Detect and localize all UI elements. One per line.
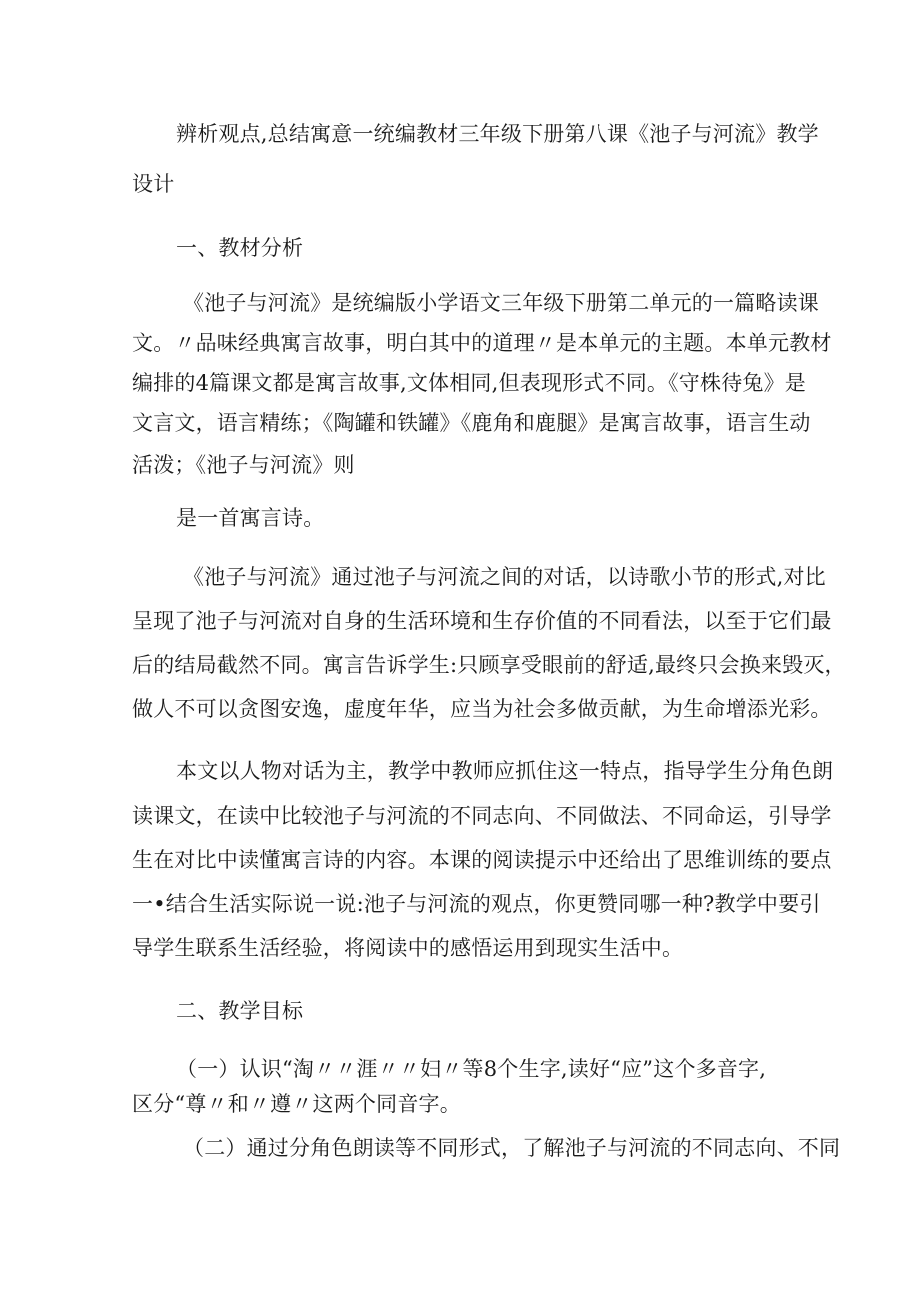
section-heading-goals: 二、教学目标 bbox=[176, 999, 304, 1023]
paragraph-line: 《池子与河流》是统编版小学语文三年级下册第二单元的一篇略读课 bbox=[183, 291, 819, 315]
paragraph-line: 区分“尊〃和〃遵〃这两个同音字。 bbox=[132, 1092, 461, 1116]
paragraph-line: 呈现了池子与河流对自身的生活环境和生存价值的不同看法，以至于它们最 bbox=[132, 609, 832, 633]
paragraph-line: 导学生联系生活经验，将阅读中的感悟运用到现实生活中。 bbox=[132, 936, 684, 960]
paragraph-line: 文言文，语言精练；《陶罐和铁罐》《鹿角和鹿腿》是寓言故事，语言生动 bbox=[132, 411, 811, 435]
paragraph-line: 后的结局截然不同。寓言告诉学生:只顾享受眼前的舒适,最终只会换来毁灭， bbox=[132, 653, 846, 677]
paragraph-line: 本文以人物对话为主，教学中教师应抓住这一特点，指导学生分角色朗 bbox=[176, 759, 834, 783]
paragraph-line: 《池子与河流》通过池子与河流之间的对话，以诗歌小节的形式,对比 bbox=[183, 565, 826, 589]
paragraph-line: （一）认识“淘〃〃涯〃〃妇〃等8个生字,读好“应”这个多音字, bbox=[176, 1057, 767, 1081]
paragraph-line: （二）通过分角色朗读等不同形式，了解池子与河流的不同志向、不同 bbox=[183, 1136, 841, 1160]
document-title-line-1: 辨析观点,总结寓意一统编教材三年级下册第八课《池子与河流》教学 bbox=[176, 122, 819, 146]
document-title-line-2: 设计 bbox=[132, 172, 175, 196]
paragraph-line: 做人不可以贪图安逸，虚度年华，应当为社会多做贡献，为生命增添光彩。 bbox=[132, 697, 832, 721]
paragraph-line: 一•结合生活实际说一说:池子与河流的观点，你更赞同哪一种?教学中要引 bbox=[132, 892, 821, 916]
paragraph-line: 是一首寓言诗。 bbox=[176, 506, 325, 530]
paragraph-line: 编排的4篇课文都是寓言故事,文体相同,但表现形式不同。《守株待兔》是 bbox=[132, 371, 807, 395]
paragraph-line: 文。〃品味经典寓言故事，明白其中的道理〃是本单元的主题。本单元教材 bbox=[132, 331, 832, 355]
paragraph-line: 读课文，在读中比较池子与河流的不同志向、不同做法、不同命运，引导学 bbox=[132, 804, 832, 828]
paragraph-line: 活泼；《池子与河流》则 bbox=[132, 453, 355, 477]
paragraph-line: 生在对比中读懂寓言诗的内容。本课的阅读提示中还给出了思维训练的要点 bbox=[132, 848, 832, 872]
section-heading-materials: 一、教材分析 bbox=[176, 236, 304, 260]
